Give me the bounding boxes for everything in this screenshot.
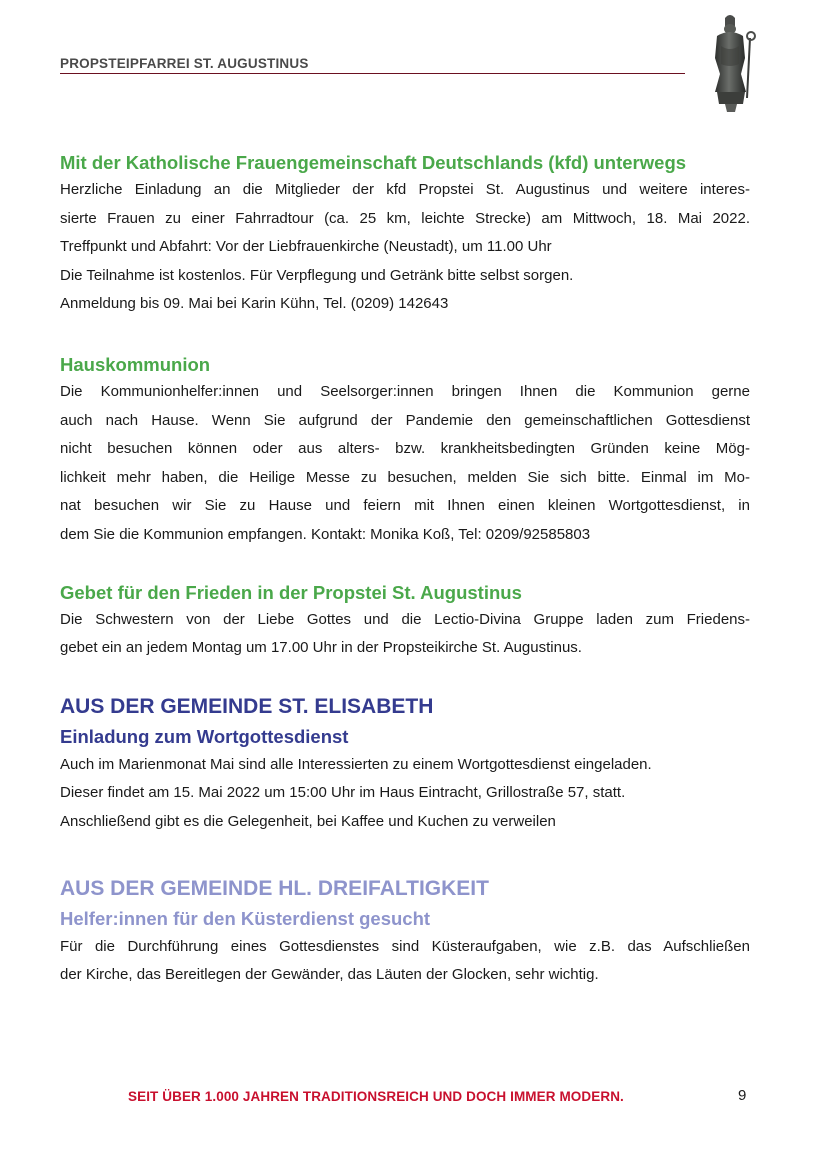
- body-line: Treffpunkt und Abfahrt: Vor der Liebfrauenkirche (Neustadt), um 11.00 Uhr: [60, 238, 552, 256]
- body-line: nat besuchen wir Sie zu Hause und feiern mit Ihnen einen kleinen Wortgottesdienst, in: [60, 497, 750, 515]
- body-line: Auch im Marienmonat Mai sind alle Interessierten zu einem Wortgottesdienst eingeladen.: [60, 755, 652, 773]
- section-kfd: [60, 150, 750, 319]
- body-line: auch nach Hause. Wenn Sie aufgrund der Pandemie den gemeinschaftlichen Gottesdienst: [60, 411, 750, 429]
- body-line: Anschließend gibt es die Gelegenheit, bei Kaffee und Kuchen zu verweilen: [60, 812, 556, 830]
- saint-augustine-statue-icon: [703, 12, 761, 116]
- section-body: [60, 378, 750, 550]
- body-line: Anmeldung bis 09. Mai bei Karin Kühn, Tel. (0209) 142643: [60, 295, 449, 313]
- footer-slogan: SEIT ÜBER 1.000 JAHREN TRADITIONSREICH UND DOCH IMMER MODERN.: [128, 1089, 624, 1104]
- section-body: [60, 606, 750, 663]
- page-content: [60, 150, 750, 990]
- section-body-continued: [60, 233, 750, 319]
- section-heading: Helfer:innen für den Küsterdienst gesucht: [60, 907, 431, 929]
- body-line: sierte Frauen zu einer Fahrradtour (ca. 25 km, leichte Strecke) am Mittwoch, 18. Mai 2022.: [60, 209, 750, 227]
- section-heading: Gebet für den Frieden in der Propstei St. Augustinus: [60, 581, 522, 603]
- body-line: Die Schwestern von der Liebe Gottes und die Lectio-Divina Gruppe laden zum Friedens-: [60, 610, 750, 628]
- section-body: [60, 933, 750, 990]
- section-st-elisabeth: [60, 693, 750, 837]
- header-title: PROPSTEIPFARREI ST. AUGUSTINUS: [60, 56, 309, 71]
- parish-title: AUS DER GEMEINDE ST. ELISABETH: [60, 694, 434, 718]
- body-line: lichkeit mehr haben, die Heilige Messe zu besuchen, melden Sie sich bitte. Einmal im Mo-: [60, 468, 750, 486]
- page-number: 9: [738, 1087, 747, 1104]
- body-line: Für die Durchführung eines Gottesdienstes sind Küsteraufgaben, wie z.B. das Aufschließen: [60, 937, 750, 955]
- body-line: Die Teilnahme ist kostenlos. Für Verpflegung und Getränk bitte selbst sorgen.: [60, 266, 574, 284]
- body-line: der Kirche, das Bereitlegen der Gewänder, das Läuten der Glocken, sehr wichtig.: [60, 966, 599, 984]
- parish-title: AUS DER GEMEINDE HL. DREIFALTIGKEIT: [60, 876, 489, 900]
- section-hl-dreifaltigkeit: [60, 875, 750, 990]
- running-header: [60, 56, 685, 74]
- section-body: [60, 751, 750, 837]
- body-line: gebet ein an jedem Montag um 17.00 Uhr in der Propsteikirche St. Augustinus.: [60, 639, 582, 657]
- section-frieden: [60, 580, 750, 663]
- body-line: Herzliche Einladung an die Mitglieder der kfd Propstei St. Augustinus und weitere interes-: [60, 181, 750, 198]
- body-line: nicht besuchen können oder aus alters- bzw. krankheitsbedingten Gründen keine Mög-: [60, 440, 750, 458]
- section-body: [60, 176, 750, 233]
- section-heading: Einladung zum Wortgottesdienst: [60, 725, 349, 747]
- body-line: Die Kommunionhelfer:innen und Seelsorger:innen bringen Ihnen die Kommunion gerne: [60, 382, 750, 400]
- section-hauskommunion: [60, 352, 750, 550]
- section-heading: Hauskommunion: [60, 353, 211, 375]
- body-line: Dieser findet am 15. Mai 2022 um 15:00 Uhr im Haus Eintracht, Grillostraße 57, statt.: [60, 784, 626, 802]
- section-heading: Mit der Katholische Frauengemeinschaft Deutschlands (kfd) unterwegs: [60, 152, 687, 173]
- body-line: dem Sie die Kommunion empfangen. Kontakt: Monika Koß, Tel: 0209/92585803: [60, 525, 591, 543]
